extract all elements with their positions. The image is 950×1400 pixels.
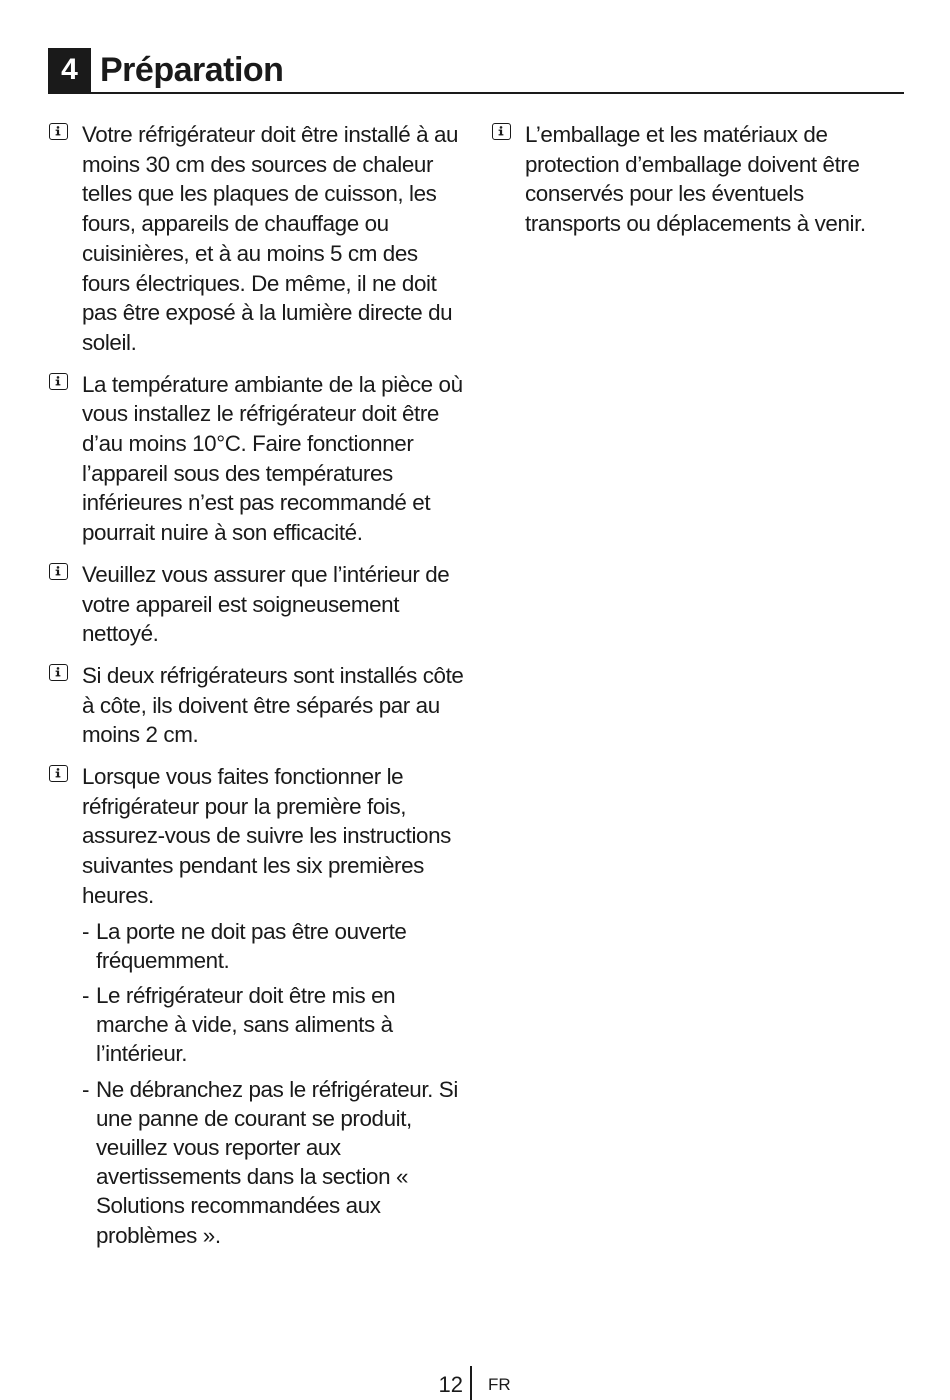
note-text: Votre réfrigérateur doit être installé à au moins 30 cm des sources de chaleur telles que les plaques de cuisson, les fours, appareils de chauffage ou cuisinières, et à au moins 5 cm des fours électriques. De même, il ne doit pas être exposé à la lumière directe du soleil. (82, 122, 459, 355)
note-item (48, 120, 468, 358)
list-item-text: Ne débranchez pas le réfrigérateur. Si une panne de courant se produit, veuillez vous reporter aux avertissements dans la section « Solutions recommandées aux problèmes ». (96, 1076, 458, 1248)
footer-divider (470, 1366, 472, 1400)
info-icon (49, 664, 68, 681)
note-item (48, 762, 468, 1250)
note-item (48, 370, 468, 548)
info-icon (492, 123, 511, 140)
info-icon (49, 373, 68, 390)
section-header (48, 48, 904, 94)
list-item: - Ne débranchez pas le réfrigérateur. Si une panne de courant se produit, veuillez vous reporter aux avertissements dans la section « Solutions recommandées aux problèmes ». (82, 1076, 458, 1248)
info-icon (49, 563, 68, 580)
left-column (48, 120, 468, 1262)
note-item (48, 560, 468, 649)
section-number: 4 (48, 48, 91, 92)
note-text: La température ambiante de la pièce où vous installez le réfrigérateur doit être d’au moins 10°C. Faire fonctionner l’appareil sous des températures inférieures n’est pas recommandé et pourrait nuire à son efficacité. (82, 371, 463, 546)
page-footer (0, 1366, 950, 1400)
note-item (491, 120, 891, 239)
list-item: - La porte ne doit pas être ouverte fréquemment. (82, 918, 407, 973)
section-title: Préparation (100, 51, 284, 89)
list-item-text: Le réfrigérateur doit être mis en marche à vide, sans aliments à l’intérieur. (96, 982, 396, 1067)
language-code: FR (488, 1375, 511, 1394)
note-text: L’emballage et les matériaux de protection d’emballage doivent être conservés pour les éventuels transports ou déplacements à venir. (525, 122, 866, 237)
note-text: Si deux réfrigérateurs sont installés côte à côte, ils doivent être séparés par au moins 2 cm. (82, 662, 464, 748)
info-icon (49, 123, 68, 140)
list-item: - Le réfrigérateur doit être mis en marche à vide, sans aliments à l’intérieur. (82, 982, 396, 1067)
note-text: Lorsque vous faites fonctionner le réfrigérateur pour la première fois, assurez-vous de suivre les instructions suivantes pendant les six premières heures. (82, 764, 451, 908)
right-column (491, 120, 891, 251)
note-text: Veuillez vous assurer que l’intérieur de votre appareil est soigneusement nettoyé. (82, 561, 450, 647)
note-item (48, 661, 468, 750)
list-item-text: La porte ne doit pas être ouverte fréquemment. (96, 918, 407, 973)
instruction-list (82, 917, 468, 1250)
page-number: 12 (438, 1372, 463, 1397)
info-icon (49, 765, 68, 782)
